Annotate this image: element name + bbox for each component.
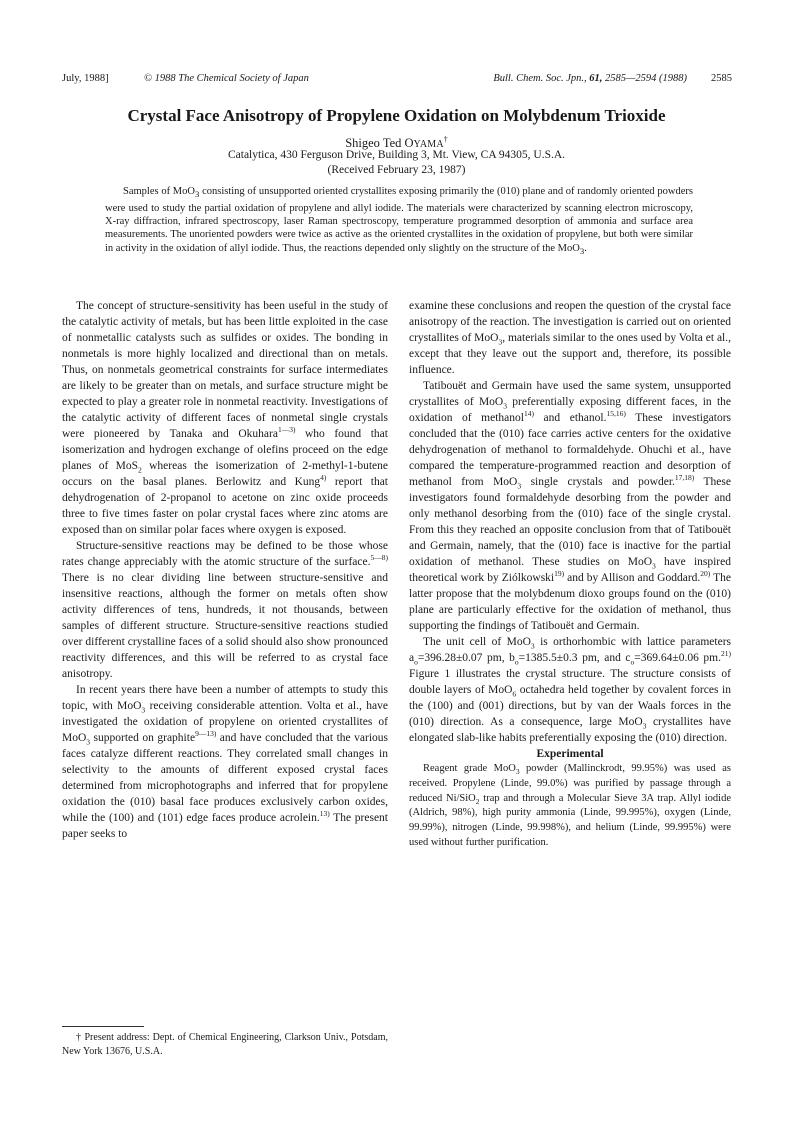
received-date: (Received February 23, 1987) — [327, 164, 466, 176]
journal-prefix: Bull. Chem. Soc. Jpn., — [493, 73, 590, 84]
footnote-rule — [62, 1026, 144, 1027]
author-surname-initial: O — [404, 136, 414, 151]
intro-paragraph-5: Tatibouët and Germain have used the same system, unsupported crystallites of MoO$_3$ preferentially exposing different faces, in the oxidation of methanol$^{14)}$ and ethanol.$^{15,16)}$ These investigators concluded that the (010) face carries active centers for the oxidative dehydrogenation of methanol to formaldehyde. Ohuchi et al., have compared the temperature-programmed reaction and desorption of methanol from MoO$_3$ single crystals and powder.$^{17,18)}$ These investigators found formaldehyde desorbing from the powder and only methanol desorbing from the (010) face of the single crystal. From this they reached an opposite conclusion from that of Tatibouët and Germain, namely, that the (010) face is inactive for the partial oxidation of methanol. These studies on MoO$_3$ have inspired theoretical work by Ziólkowski$^{19)}$ and by Allison and Goddard.$^{20)}$ The latter propose that the molybdenum dioxo groups found on the (010) plane are particularly effective for the oxidation of methanol, thus supporting the findings of Tatibouët and Germain. — [409, 380, 732, 632]
intro-paragraph-3: In recent years there have been a number of attempts to study this topic, with MoO$_3$ receiving considerable attention. Volta et al., have investigated the oxidation of propylene on oriented crystallites of MoO$_3$ supported on graphite$^{9—13)}$ and have concluded that the various faces catalyze different reactions. They correlated small changes in selectivity to the amounts of different exposed crystal faces determined from microphotographs and inferred that for propylene oxidation the (010) basal face produces exclusively carbon oxides, while the (100) and (101) edge faces produce acrolein.$^{13)}$ The present paper seeks to — [62, 684, 388, 840]
author-surname-rest: YAMA — [413, 139, 444, 151]
intro-paragraph-1: The concept of structure-sensitivity has been useful in the study of the catalytic activity of metals, but has been little exploited in the case of nonmetallic catalysts such as sulfides or oxides. The bonding in nonmetals is more highly localized and directional than on metals. Thus, on nonmetals geometrical constraints for surface intermediates are likely to be greater than on metals, and surface structure might be expected to play a greater role in nonmetal reactivity. Investigations of the catalytic activity of different faces of nonmetal single crystals were pioneered by Tanaka and Okuhara$^{1—3)}$ who found that isomerization and hydrogen exchange of olefins proceed on the edge planes of MoS$_2$ whereas the isomerization of 2-methyl-1-butene occurs on the basal planes. Berlowitz and Kung$^{4)}$ report that dehydrogenation of 2-propanol to acetone on zinc oxide proceeds three to five times faster on polar crystal faces where zinc atoms are exposed than on similar polar faces where oxygen is exposed. — [62, 300, 388, 536]
journal-citation — [493, 72, 687, 86]
article-title: Crystal Face Anisotropy of Propylene Oxidation on Molybdenum Trioxide — [127, 106, 666, 125]
issue-date: July, 1988] — [62, 73, 109, 84]
left-column — [62, 298, 388, 842]
author-footnote: † Present address: Dept. of Chemical Engineering, Clarkson Univ., Potsdam, New York 13676, U.S.A. — [62, 1032, 388, 1057]
page-number: 2585 — [711, 73, 732, 84]
right-column — [409, 298, 731, 851]
running-head — [62, 72, 732, 86]
author-affiliation: Catalytica, 430 Ferguson Drive, Building 3, Mt. View, CA 94305, U.S.A. — [227, 149, 566, 161]
abstract: Samples of MoO$_3$ consisting of unsupported oriented crystallites exposing primarily the (010) plane and of randomly oriented powders were used to study the partial oxidation of propylene and allyl iodide. The materials were characterized by scanning electron microscopy, X-ray diffraction, infrared spectroscopy, laser Raman spectroscopy, temperature programmed desorption of ammonia and surface area measurements. The unoriented powders were twice as active as the oriented crystallites in the oxidation of propylene, but both were similar in activity in the oxidation of allyl iodide. Thus, the reactions depended only slightly on the structure of the MoO$_3$. — [105, 186, 693, 256]
author-first-names: Shigeo Ted — [345, 136, 405, 151]
section-heading-experimental: Experimental — [536, 748, 604, 760]
copyright-notice: © 1988 The Chemical Society of Japan — [144, 73, 309, 84]
intro-paragraph-4: examine these conclusions and reopen the question of the crystal face anisotropy of the reaction. The investigation is carried out on oriented crystallites of MoO$_3$, materials similar to the ones used by Volta et al., except that they leave out the support and, therefore, its possible influence. — [409, 300, 731, 376]
intro-paragraph-2: Structure-sensitive reactions may be defined to be those whose rates change appreciably with the atomic structure of the surface.$^{5—8)}$ There is no clear dividing line between structure-sensitive and insensitive reactions, although the former on metals often show activity differences of tens, hundreds, it not thousands, between samples of different structure. Structure-sensitive reactions studied over different crystalline faces of a solid should also show pronounced reactivity differences, and this will be referred to as crystal face anisotropy. — [62, 540, 388, 680]
experimental-paragraph-1: Reagent grade MoO$_3$ powder (Mallinckrodt, 99.95%) was used as received. Propylene (Linde, 99.0%) was purified by passage through a reduced Ni/SiO$_2$ trap and through a Molecular Sieve 3A trap. Allyl iodide (Aldrich, 98%), high purity ammonia (Linde, 99.995%), oxygen (Linde, 99.99%), nitrogen (Linde, 99.998%), and helium (Linde, 99.995%) were used without further purification. — [409, 763, 732, 848]
author-footnote-mark: † — [443, 135, 448, 144]
intro-paragraph-6: The unit cell of MoO$_3$ is orthorhombic with lattice parameters $a_o=396.28\pm 0.07$ pm, $b_o=1385.5\pm 0.3$ pm, and $c_o=369.64\pm 0.06$ pm.$^{21)}$ Figure 1 illustrates the crystal structure. The structure consists of double layers of MoO$_6$ octahedra held together by covalent forces in the (100) and (001) directions, but by van der Waals forces in the (010) direction. As a consequence, large MoO$_3$ crystallites have elongated slab-like habits preferentially exposing the (010) direction. — [409, 636, 731, 744]
journal-volume: 61, — [589, 73, 603, 84]
journal-pages: 2585—2594 (1988) — [602, 73, 687, 84]
